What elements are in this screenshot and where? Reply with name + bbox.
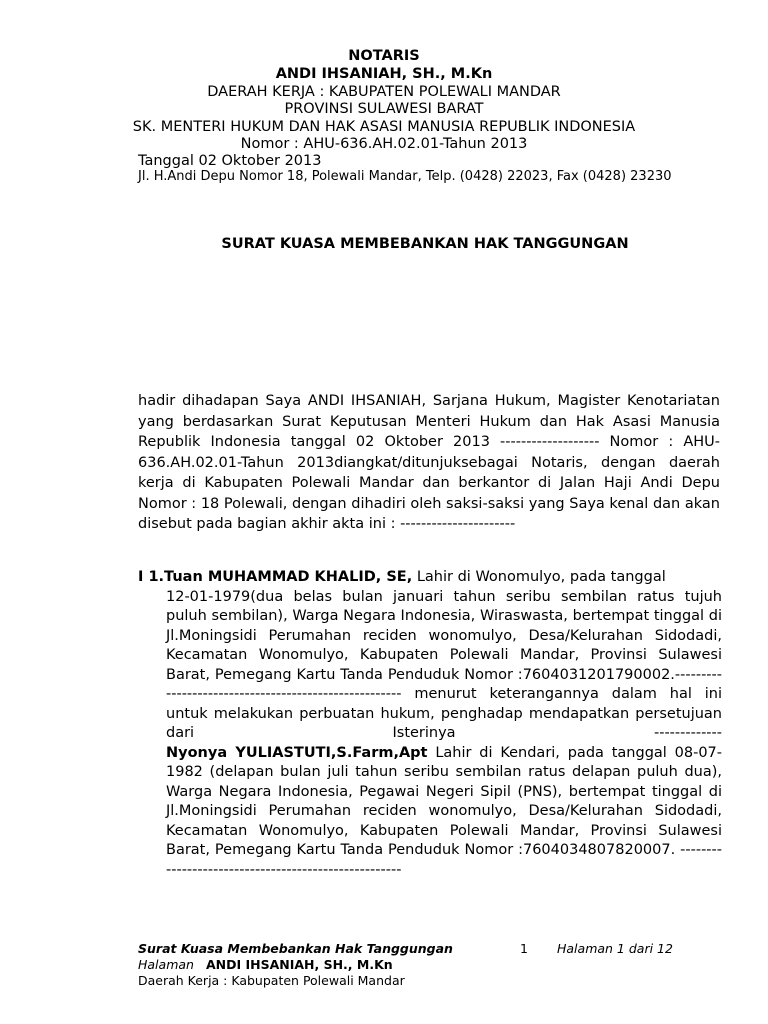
party-1-details-text: 12-01-1979(dua belas bulan januari tahun seribu sembilan ratus tujuh puluh sembilan), Warga Negara Indonesia, Wiraswasta, bertempat tinggal di Jl.Moningsidi Perumahan reciden wonomulyo, Desa/Kelurahan Sidodadi, Kecamatan Wonomulyo, Kabupaten Polewali Mandar, Provinsi Sulawesi Barat, Pemegang Kartu Tanda Penduduk Nomor :7604031201790002.------------------------------------------------------ menurut keterangannya dalam hal ini untuk melakukan perbuatan hukum, penghadap mendapatkan persetujuan dari Isterinya ------------- bbox=[166, 588, 722, 741]
spouse-name: Nyonya YULIASTUTI,S.Farm,Apt bbox=[166, 744, 428, 761]
header-office: NOTARIS bbox=[348, 48, 420, 64]
header-number: Nomor : AHU-636.AH.02.01-Tahun 2013 bbox=[240, 136, 528, 152]
party-1-section bbox=[138, 568, 722, 880]
header-decree: SK. MENTERI HUKUM DAN HAK ASASI MANUSIA REPUBLIK INDONESIA bbox=[132, 119, 636, 135]
footer-region: Daerah Kerja : Kabupaten Polewali Mandar bbox=[138, 973, 405, 988]
spouse-birth: Lahir di Kendari, pada tanggal bbox=[427, 744, 667, 761]
party-1-birth: Lahir di Wonomulyo, pada tanggal bbox=[416, 569, 666, 585]
party-1-name: Tuan MUHAMMAD KHALID, SE, bbox=[164, 569, 413, 585]
footer-notary-name: ANDI IHSANIAH, SH., M.Kn bbox=[205, 957, 393, 972]
spouse-details-text: 08-07-1982 (delapan bulan juli tahun seribu sembilan ratus delapan puluh dua), Warga Negara Indonesia, Pegawai Negeri Sipil (PNS), bertempat tinggal di Jl.Moningsidi Perumahan reciden wonomulyo, Desa/Kelurahan Sidodadi, Kecamatan Wonomulyo, Kabupaten Polewali Mandar, Provinsi Sulawesi Barat, Pemegang Kartu Tanda Penduduk Nomor :7604034807820007. ----------------------------------------------------- bbox=[166, 744, 723, 878]
party-1-numbering: I 1. bbox=[138, 569, 165, 585]
header-notary-name: ANDI IHSANIAH, SH., M.Kn bbox=[275, 66, 493, 82]
page-footer bbox=[138, 941, 698, 989]
party-1-first-line bbox=[138, 568, 722, 588]
footer-doc-title: Surat Kuasa Membebankan Hak Tanggungan bbox=[138, 941, 453, 956]
intro-paragraph: hadir dihadapan Saya ANDI IHSANIAH, Sarjana Hukum, Magister Kenotariatan yang berdasarkan Surat Keputusan Menteri Hukum dan Hak Asasi Manusia Republik Indonesia tanggal 02 Oktober 2013 ------------------- Nomor : AHU-636.AH.02.01-Tahun 2013diangkat/ditunjuksebagai Notaris, dengan daerah kerja di Kabupaten Polewali Mandar dan berkantor di Jalan Haji Andi Depu Nomor : 18 Polewali, dengan dihadiri oleh saksi-saksi yang Saya kenal dan akan disebut pada bagian akhir akta ini : ---------------------- bbox=[138, 393, 720, 532]
header-date: Tanggal 02 Oktober 2013 bbox=[138, 153, 322, 169]
footer-page-of: Halaman 1 dari 12 bbox=[557, 941, 673, 956]
document-title: SURAT KUASA MEMBEBANKAN HAK TANGGUNGAN bbox=[221, 236, 629, 252]
footer-page-number: 1 bbox=[520, 941, 528, 956]
party-1-details bbox=[166, 588, 722, 881]
footer-halaman-label: Halaman bbox=[138, 957, 194, 972]
header-address: Jl. H.Andi Depu Nomor 18, Polewali Mandar, Telp. (0428) 22023, Fax (0428) 23230 bbox=[138, 169, 672, 184]
header-region: DAERAH KERJA : KABUPATEN POLEWALI MANDAR bbox=[207, 84, 561, 100]
header-province: PROVINSI SULAWESI BARAT bbox=[284, 101, 484, 117]
